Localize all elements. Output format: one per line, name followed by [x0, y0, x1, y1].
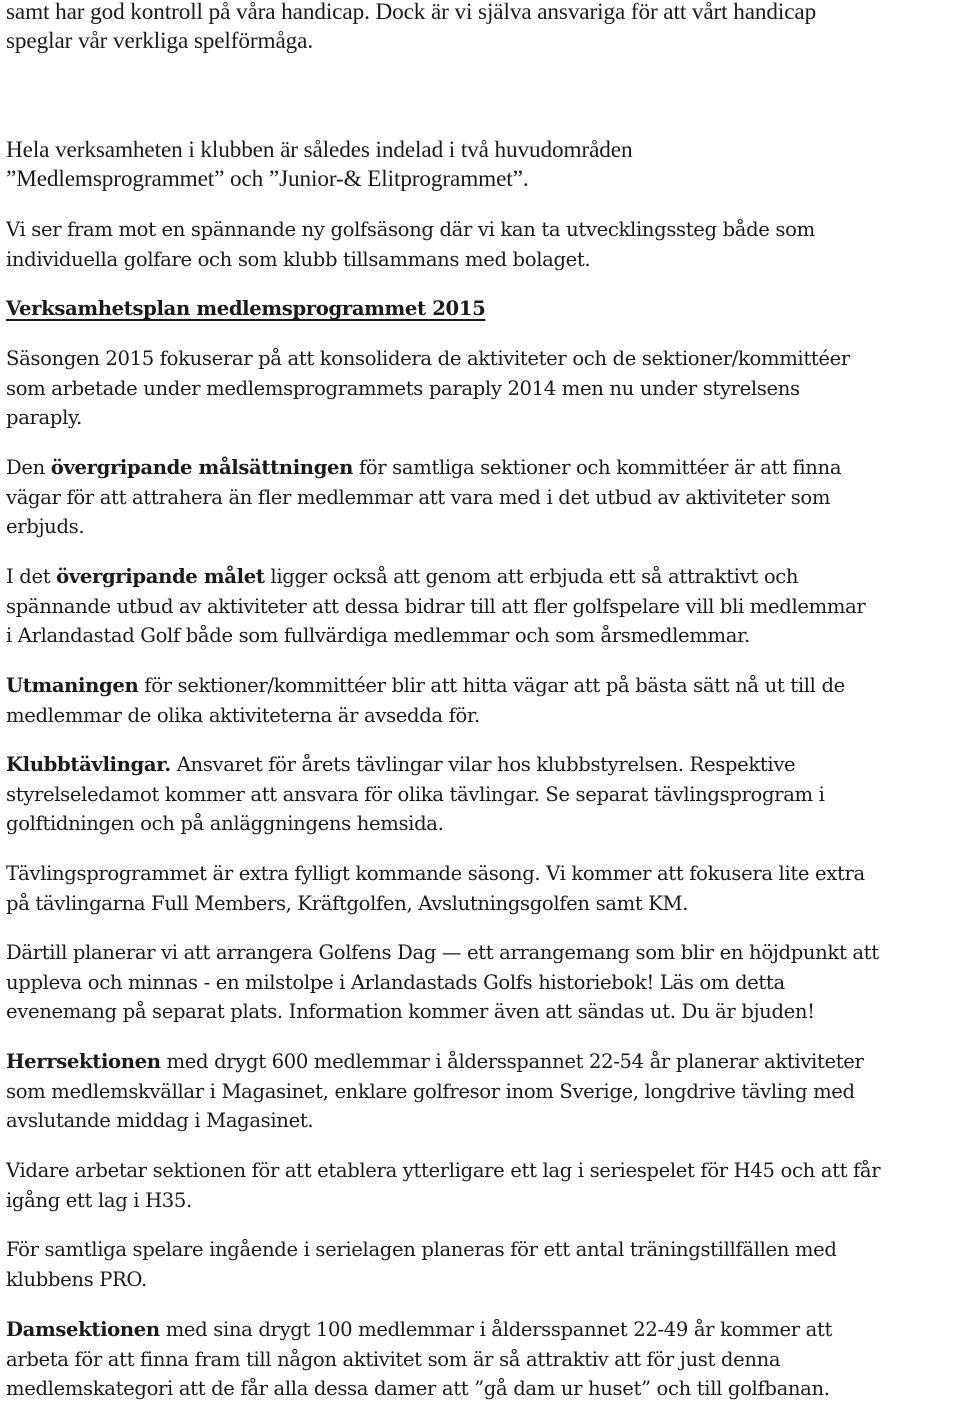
paragraph-challenge — [6, 671, 845, 730]
text-line: evenemang på separat plats. Information kommer även att sändas ut. Du är bjuden! — [6, 1000, 815, 1023]
text-line: som medlemskvällar i Magasinet, enklare golfresor inom Sverige, longdrive tävling med — [6, 1079, 855, 1103]
text-line: arbeta för att finna fram till någon aktivitet som är så attraktiv att för just denna — [6, 1347, 781, 1371]
text-line: För samtliga spelare ingående i serielagen planeras för ett antal träningstillfällen med — [6, 1238, 837, 1261]
text-line: för samtliga sektioner och kommittéer är att finna — [353, 456, 842, 479]
text-line: uppleva och minnas - en milstolpe i Arlandastads Golfs historiebok! Läs om detta — [6, 970, 785, 994]
text-line: vägar för att attrahera än fler medlemmar att vara med i det utbud av aktiviteter som — [6, 485, 831, 509]
text-line: Ansvaret för årets tävlingar vilar hos klubbstyrelsen. Respektive — [170, 753, 796, 776]
paragraph-overall-goal — [6, 562, 865, 651]
heading-text: Verksamhetsplan medlemsprogrammet 2015 — [6, 297, 486, 320]
paragraph-club-competitions — [6, 750, 825, 839]
text-line: på tävlingarna Full Members, Kräftgolfen, Avslutningsgolfen samt KM. — [6, 891, 689, 915]
paragraph-golf-day — [6, 938, 879, 1027]
text-line: Säsongen 2015 fokuserar på att konsolidera de aktiviteter och de sektioner/kommittéer — [6, 347, 850, 370]
text-line: erbjuds. — [6, 515, 85, 538]
text-line: golftidningen och på anläggningens hemsida. — [6, 812, 444, 835]
intro-paragraph-2 — [6, 136, 632, 194]
text-line: i Arlandastad Golf både som fullvärdiga medlemmar och som årsmedlemmar. — [6, 624, 750, 647]
paragraph-training — [6, 1235, 837, 1294]
text-line: ligger också att genom att erbjuda ett så attraktivt och — [264, 565, 799, 588]
intro-paragraph-1 — [6, 0, 816, 56]
text-line: medlemmar de olika aktiviteterna är avsedda för. — [6, 703, 480, 727]
text-line: avslutande middag i Magasinet. — [6, 1109, 314, 1132]
paragraph-mens-section — [6, 1047, 864, 1136]
paragraph-competition-program — [6, 859, 865, 918]
text-line: med sina drygt 100 medlemmar i åldersspannet 22-49 år kommer att — [159, 1318, 833, 1341]
text-line: Vidare arbetar sektionen för att etablera ytterligare ett lag i seriespelet för H45 och att får — [6, 1159, 881, 1182]
bold-term: Herrsektionen — [6, 1050, 161, 1073]
bold-term: övergripande målsättningen — [50, 456, 354, 479]
text-line: Därtill planerar vi att arrangera Golfens Dag — ett arrangemang som blir en höjdpunkt att — [6, 941, 879, 964]
text-line: spännande utbud av aktiviteter att dessa bidrar till att fler golfspelare vill bli medlemmar — [6, 594, 866, 618]
paragraph-overall-aim — [6, 453, 841, 542]
paragraph-series-teams — [6, 1156, 880, 1215]
text-line: ”Medlemsprogrammet” och ”Junior-& Elitprogrammet”. — [6, 166, 529, 192]
text-line: klubbens PRO. — [6, 1267, 147, 1291]
text-line: för sektioner/kommittéer blir att hitta vägar att på bästa sätt nå ut till de — [138, 674, 845, 697]
text-line: styrelseledamot kommer att ansvara för olika tävlingar. Se separat tävlingsprogram i — [6, 782, 825, 806]
intro-paragraph-3 — [6, 215, 815, 274]
bold-term: Klubbtävlingar. — [6, 753, 171, 776]
text-line: I det — [6, 565, 57, 588]
text-line: Tävlingsprogrammet är extra fylligt kommande säsong. Vi kommer att fokusera lite extra — [6, 862, 865, 885]
bold-term: Utmaningen — [6, 674, 139, 697]
text-line: som arbetade under medlemsprogrammets paraply 2014 men nu under styrelsens — [6, 376, 800, 400]
text-line: igång ett lag i H35. — [6, 1188, 192, 1212]
text-line: individuella golfare och som klubb tillsammans med bolaget. — [6, 247, 591, 271]
text-line: medlemskategori att de får alla dessa damer att ”gå dam ur huset” och till golfbanan. — [6, 1377, 830, 1400]
section-heading — [6, 294, 485, 324]
bold-term: Damsektionen — [6, 1318, 160, 1341]
text-line: Den — [6, 456, 51, 479]
text-line: Hela verksamheten i klubben är således indelad i två huvudområden — [6, 137, 633, 163]
text-line: Vi ser fram mot en spännande ny golfsäsong där vi kan ta utvecklingssteg både som — [6, 218, 815, 241]
text-line: speglar vår verkliga spelförmåga. — [6, 28, 314, 54]
paragraph-season-2015 — [6, 344, 850, 433]
paragraph-womens-section — [6, 1315, 832, 1404]
text-line: paraply. — [6, 406, 82, 429]
bold-term: övergripande målet — [56, 565, 265, 588]
text-line: med drygt 600 medlemmar i åldersspannet 22-54 år planerar aktiviteter — [160, 1050, 864, 1073]
text-line: samt har god kontroll på våra handicap. Dock är vi själva ansvariga för att vårt handicap — [6, 0, 817, 25]
